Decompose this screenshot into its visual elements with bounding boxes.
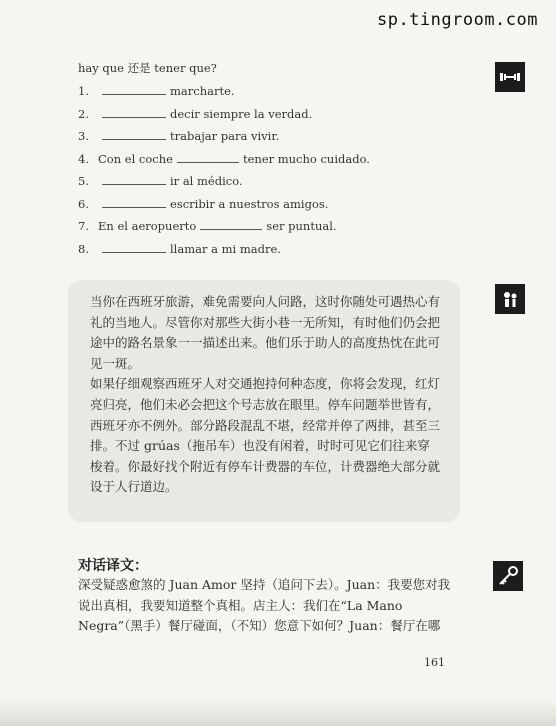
exercise-suffix: tener mucho cuidado. [242,151,370,166]
exercise-prefix: En el aeropuerto [98,219,197,233]
answer-blank[interactable] [177,153,239,163]
exercise-suffix: decir siempre la verdad. [170,106,313,121]
page-number: 161 [424,656,445,669]
answer-blank[interactable] [102,243,166,253]
exercise-suffix: marcharte. [170,84,235,98]
exercise-number: 6. [78,196,89,211]
exercise-number: 4. [78,151,89,166]
exercise-item [78,125,370,148]
exercise-item [78,103,370,126]
exercise-suffix: ir al médico. [170,174,243,188]
dialog-heading: 对话译文： [78,558,148,574]
exercise-number: 1. [78,84,89,98]
exercise-item [78,215,370,238]
answer-blank[interactable] [102,175,166,185]
exercise-prefix: Con el coche [98,151,173,166]
exercise-number: 5. [78,174,89,188]
exercise-item [78,193,370,216]
exercise-number: 3. [78,129,89,143]
culture-paragraph: 如果仔细观察西班牙人对交通抱持何种态度，你将会发现，红灯亮归亮，他们未必会把这个号志放在眼里。停车问题举世皆有，西班牙亦不例外。部分路段混乱不堪，经常并停了两排，甚至三排。不过 grúas（拖吊车）也没有闲着，时时可见它们往来穿梭着。你最好找个附近有停车计费器的车位，计费器绝大部分就设于人行道边。 [90,376,441,495]
exercise-item [78,238,370,261]
exercise-list [78,80,370,260]
exercise-suffix: llamar a mi madre. [170,241,281,256]
info-icon [495,284,525,314]
exercise-suffix: ser puntual. [266,219,337,233]
watermark: sp.tingroom.com [376,10,538,30]
key-icon [493,561,523,591]
exercise-title: hay que 还是 tener que? [78,61,217,75]
culture-paragraph: 当你在西班牙旅游，难免需要向人问路，这时你随处可遇热心有礼的当地人。尽管你对那些大街小巷一无所知，有时他们仍会把途中的路名景象一一描述出来。他们乐于助人的高度热忱在此可见一斑。 [90,294,441,371]
exercise-item [78,80,370,103]
dumbbell-icon [495,62,525,92]
exercise-number: 8. [78,241,89,256]
exercise-number: 2. [78,106,89,121]
dialog-translation [78,575,454,637]
answer-blank[interactable] [102,108,166,118]
exercise-suffix: trabajar para vivir. [170,129,280,143]
page-bottom-edge [0,700,556,726]
answer-blank[interactable] [102,85,166,95]
answer-blank[interactable] [102,130,166,140]
dialog-paragraph: 深受疑惑愈煞的 Juan Amor 坚持（追问下去）。Juan：我要您对我说出真相，我要知道整个真相。店主人：我们在“La Mano Negra”（黑手）餐厅碰面，（不知）您意下如何？Juan：餐厅在哪 [78,577,451,633]
answer-blank[interactable] [200,220,262,230]
exercise-item [78,170,370,193]
exercise-item [78,148,370,171]
exercise-suffix: escribir a nuestros amigos. [170,196,329,211]
culture-note-text [90,292,440,498]
exercise-number: 7. [78,219,89,233]
answer-blank[interactable] [102,198,166,208]
